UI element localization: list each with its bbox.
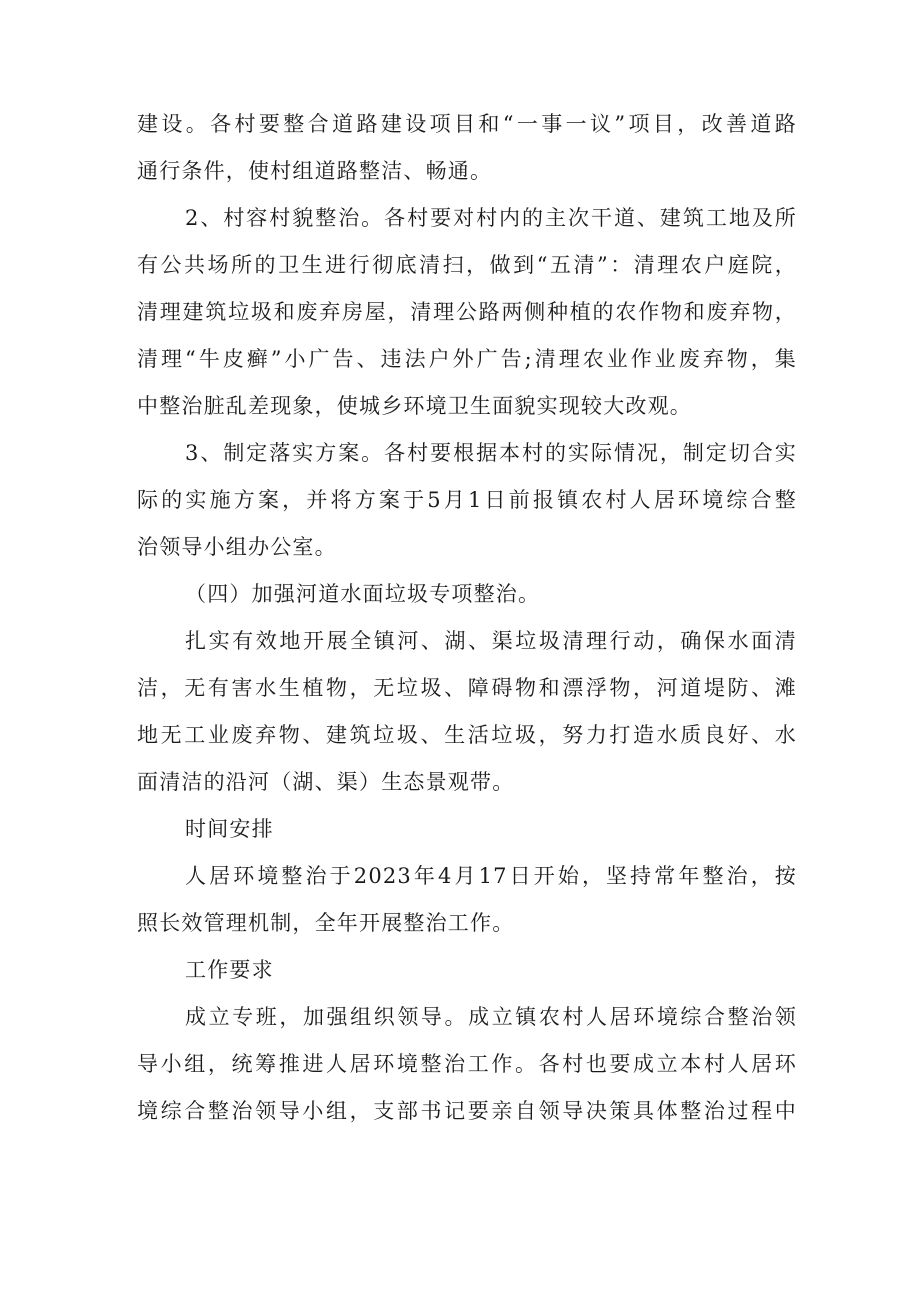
text-line: 地无工业废弃物、建筑垃圾、生活垃圾，努力打造水质良好、水 — [137, 723, 797, 747]
text-line: 3、制定落实方案。各村要根据本村的实际情况，制定切合实 — [185, 441, 797, 465]
text-line: 建设。各村要整合道路建设项目和“一事一议”项目，改善道路 — [137, 112, 797, 136]
text-line: 扎实有效地开展全镇河、湖、渠垃圾清理行动，确保水面清 — [185, 629, 797, 653]
text-line: 导小组，统筹推进人居环境整治工作。各村也要成立本村人居环 — [137, 1052, 797, 1076]
text-line: 成立专班，加强组织领导。成立镇农村人居环境综合整治领 — [185, 1005, 797, 1029]
text-line: 治领导小组办公室。 — [137, 535, 337, 559]
text-line: 清理建筑垃圾和废弃房屋，清理公路两侧种植的农作物和废弃物， — [137, 300, 797, 324]
text-line: 洁，无有害水生植物，无垃圾、障碍物和漂浮物，河道堤防、滩 — [137, 676, 797, 700]
text-line: 照长效管理机制，全年开展整治工作。 — [137, 911, 515, 935]
document-body — [137, 108, 797, 1142]
text-line: 面清洁的沿河（湖、渠）生态景观带。 — [137, 770, 515, 794]
text-line: 时间安排 — [185, 817, 274, 841]
text-line: （四）加强河道水面垃圾专项整治。 — [185, 582, 541, 606]
text-line: 人居环境整治于2023年4月17日开始，坚持常年整治，按 — [185, 864, 797, 888]
text-line: 通行条件，使村组道路整洁、畅通。 — [137, 159, 493, 183]
text-line: 境综合整治领导小组，支部书记要亲自领导决策具体整治过程中 — [137, 1099, 797, 1123]
text-line: 有公共场所的卫生进行彻底清扫，做到“五清”：清理农户庭院， — [137, 253, 797, 277]
text-line: 清理“牛皮癣”小广告、违法户外广告;清理农业作业废弃物，集 — [137, 347, 797, 371]
text-line: 2、村容村貌整治。各村要对村内的主次干道、建筑工地及所 — [185, 206, 797, 230]
text-line: 中整治脏乱差现象，使城乡环境卫生面貌实现较大改观。 — [137, 394, 692, 418]
text-line: 际的实施方案，并将方案于5月1日前报镇农村人居环境综合整 — [137, 488, 797, 512]
text-line: 工作要求 — [185, 958, 274, 982]
